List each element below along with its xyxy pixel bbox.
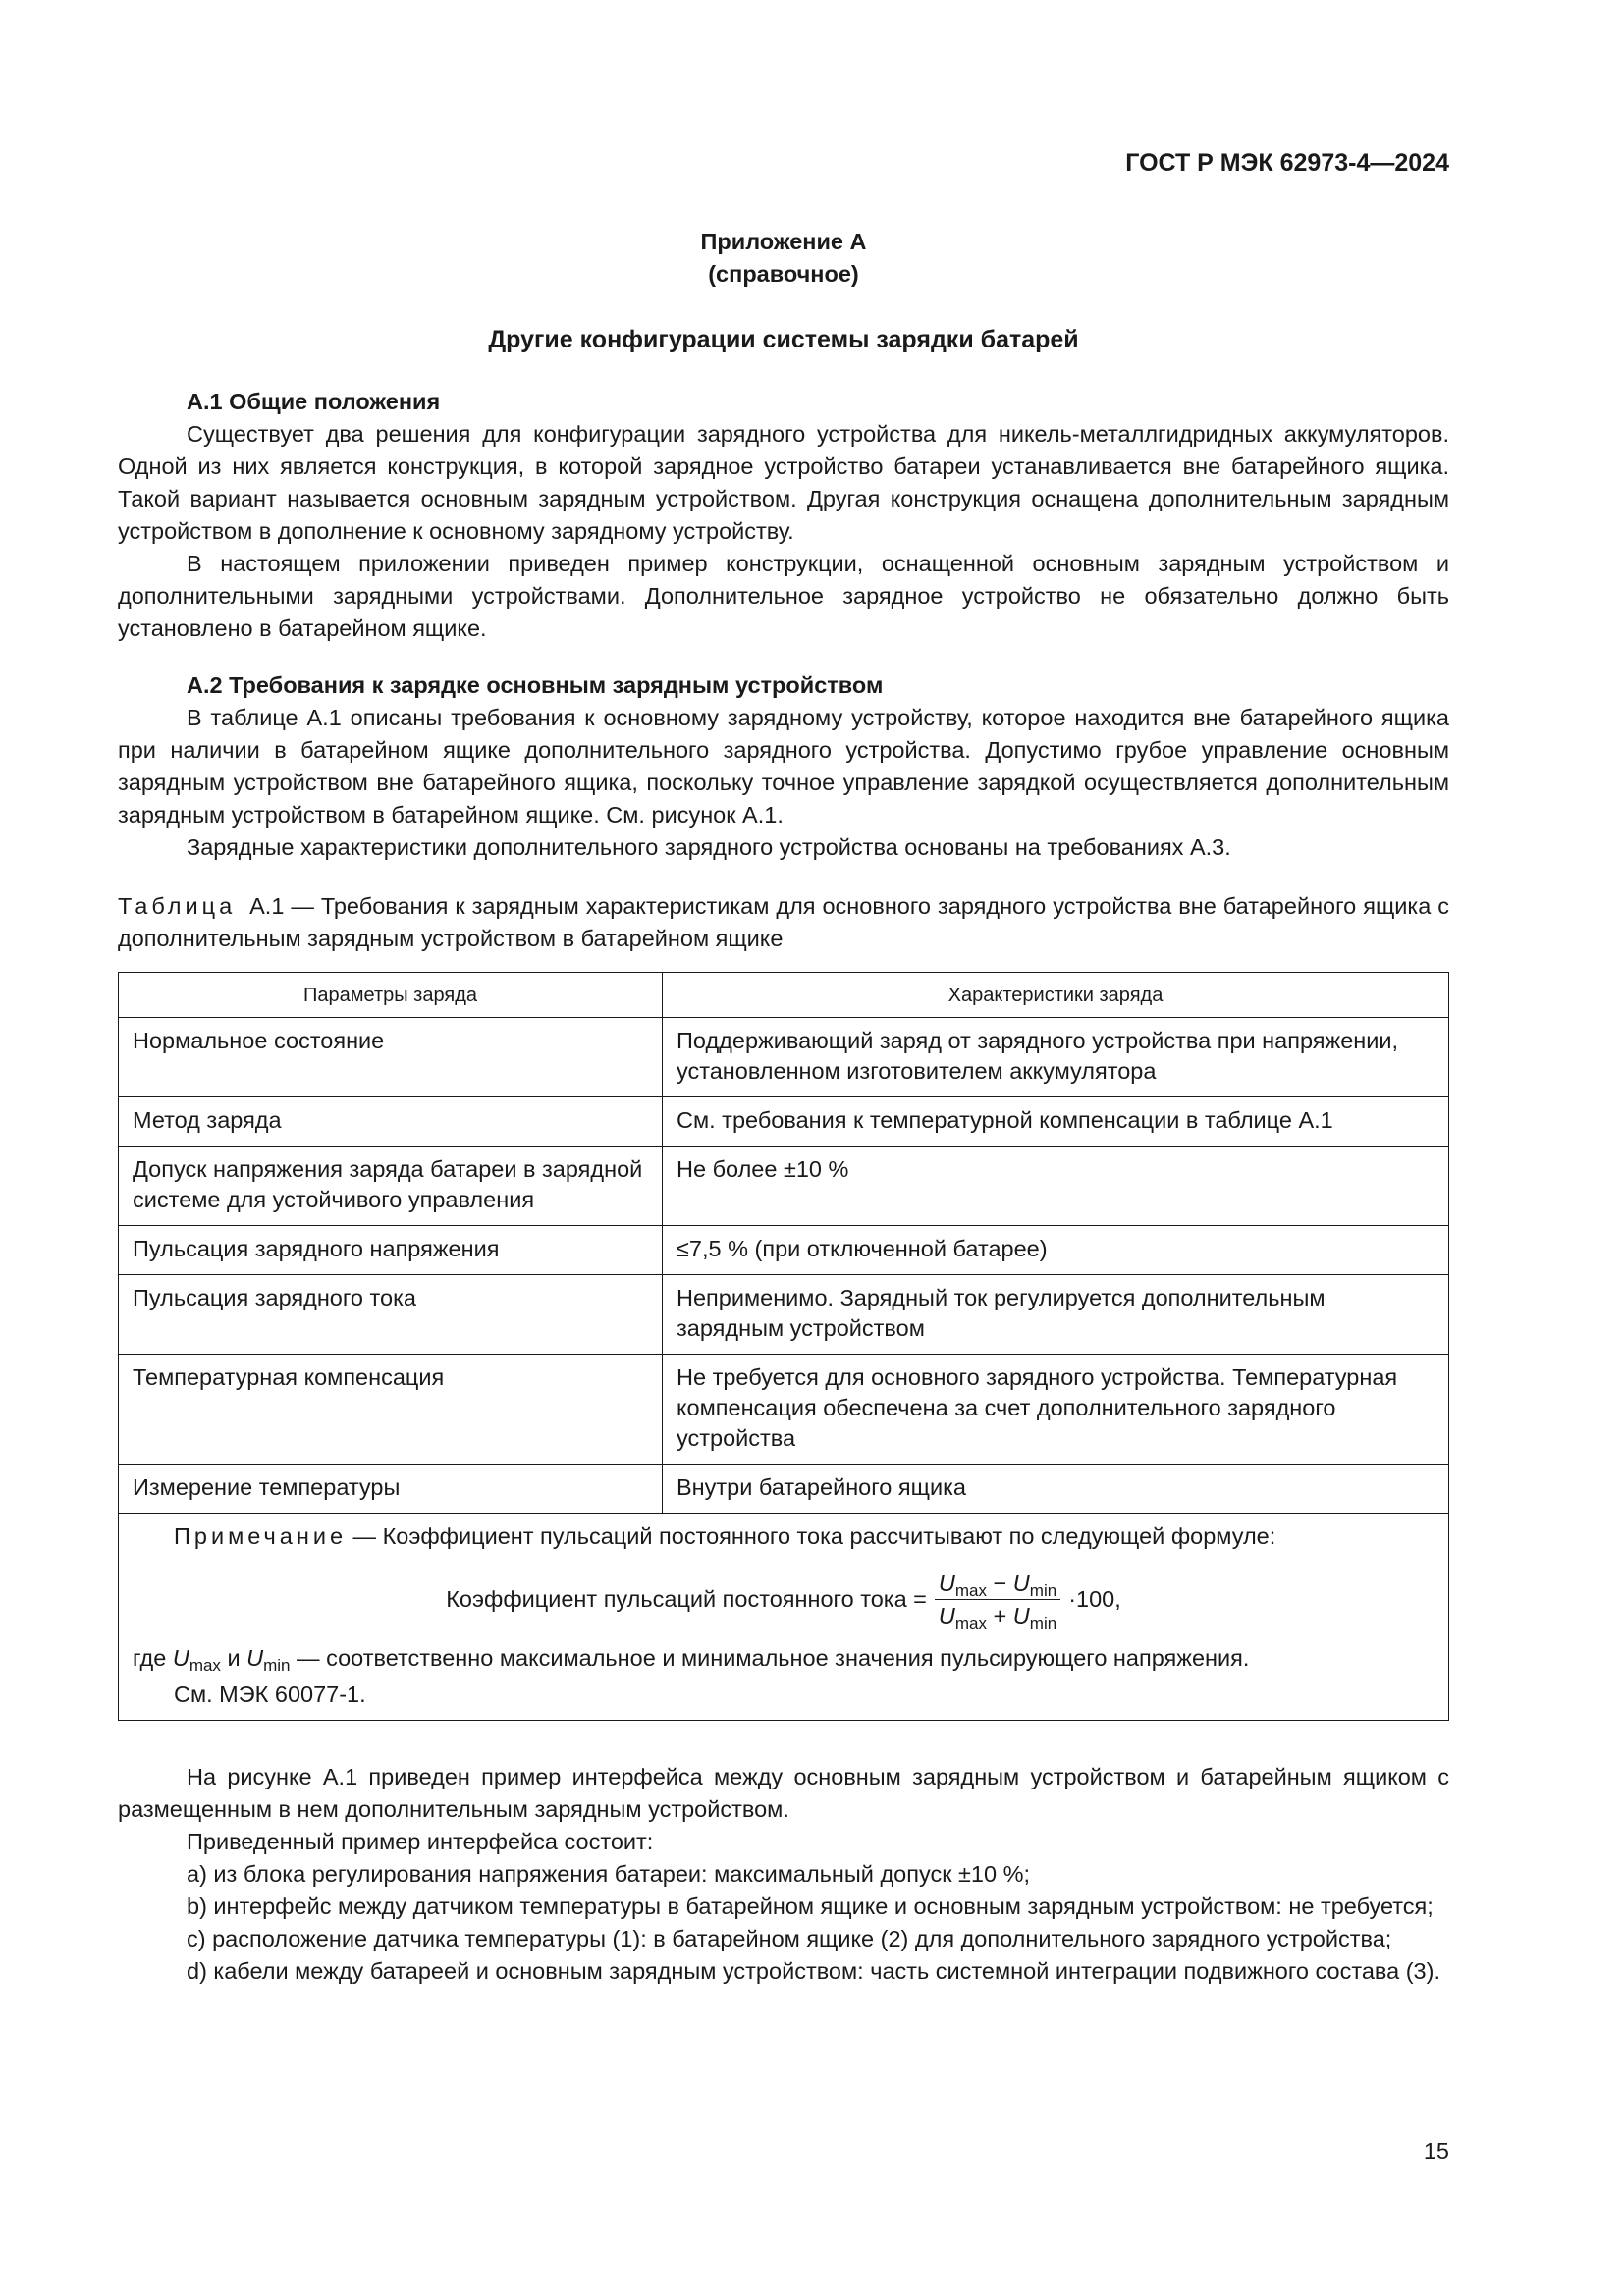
table-note — [133, 1522, 1435, 1552]
formula-explanation: где $U_{max}$ и $U_{min}$ — соответственно максимальное и минимальное значения пульсирующего напряжения. — [133, 1645, 1250, 1675]
annex-heading — [118, 226, 1449, 291]
note-text: — Коэффициент пульсаций постоянного тока рассчитывают по следующей формуле: — [347, 1523, 1276, 1549]
table-row — [119, 1226, 1449, 1275]
table-cell-characteristic: См. требования к температурной компенсации в таблице А.1 — [663, 1097, 1449, 1147]
section-a1-heading: А.1 Общие положения — [187, 389, 441, 414]
table-cell-characteristic: ≤7,5 % (при отключенной батарее) — [663, 1226, 1449, 1275]
section-a2 — [118, 669, 1449, 864]
table-cell-characteristic: Поддерживающий заряд от зарядного устройства при напряжении, установленном изготовителем аккумулятора — [663, 1018, 1449, 1097]
table-caption — [118, 890, 1449, 955]
table-note-cell — [119, 1514, 1449, 1721]
annex-title: Другие конфигурации системы зарядки батарей — [488, 326, 1079, 353]
table-header-characteristics: Характеристики заряда — [663, 973, 1449, 1018]
table-cell-characteristic: Не более ±10 % — [663, 1147, 1449, 1226]
table-row — [119, 1018, 1449, 1097]
section-a2-heading: А.2 Требования к зарядке основным зарядным устройством — [187, 672, 884, 698]
table-row — [119, 1465, 1449, 1514]
table-row — [119, 1355, 1449, 1465]
table-cell-parameter: Допуск напряжения заряда батареи в зарядной системе для устойчивого управления — [119, 1147, 663, 1226]
table-header-parameters: Параметры заряда — [119, 973, 663, 1018]
table-cell-parameter: Нормальное состояние — [119, 1018, 663, 1097]
table-cell-parameter: Пульсация зарядного напряжения — [119, 1226, 663, 1275]
table-cell-characteristic: Не требуется для основного зарядного устройства. Температурная компенсация обеспечена за счет дополнительного зарядного устройства — [663, 1355, 1449, 1465]
section-a2-paragraph-2: Зарядные характеристики дополнительного зарядного устройства основаны на требованиях А.3. — [187, 834, 1231, 860]
formula-fraction — [935, 1570, 1060, 1632]
table-caption-text: А.1 — Требования к зарядным характеристикам для основного зарядного устройства вне батарейного ящика с дополнительным зарядным устройством в батарейном ящике — [118, 893, 1449, 951]
note-label: Примечание — [174, 1523, 348, 1549]
formula-numerator: $U_{max} - U_{min}$ — [935, 1570, 1060, 1600]
table-row — [119, 1275, 1449, 1355]
table-cell-parameter: Температурная компенсация — [119, 1355, 663, 1465]
formula-lhs: Коэффициент пульсаций постоянного тока = — [446, 1586, 927, 1612]
list-item: c) расположение датчика температуры (1): в батарейном ящике (2) для дополнительного зарядного устройства; — [187, 1926, 1392, 1951]
list-item: b) интерфейс между датчиком температуры в батарейном ящике и основным зарядным устройством: не требуется; — [187, 1894, 1434, 1919]
table-cell-characteristic: Внутри батарейного ящика — [663, 1465, 1449, 1514]
section-a1 — [118, 386, 1449, 645]
table-cell-parameter: Пульсация зарядного тока — [119, 1275, 663, 1355]
requirements-table — [118, 972, 1449, 1721]
formula-tail: ·100, — [1068, 1586, 1121, 1612]
table-caption-label: Таблица — [118, 893, 237, 919]
document-code: ГОСТ Р МЭК 62973-4—2024 — [1125, 149, 1449, 177]
after-paragraph-1: На рисунке А.1 приведен пример интерфейса между основным зарядным устройством и батарейным ящиком с размещенным в нем дополнительным зарядным устройством. — [118, 1764, 1449, 1822]
table-row — [119, 1147, 1449, 1226]
annex-label: Приложение А — [700, 229, 867, 254]
section-a1-paragraph-1: Существует два решения для конфигурации зарядного устройства для никель-металлгидридных аккумуляторов. Одной из них является конструкция, в которой зарядное устройство батареи устанавливается вне батарейного ящика. Такой вариант называется основным зарядным устройством. Другая конструкция оснащена дополнительным зарядным устройством в дополнение к основному зарядному устройству. — [118, 421, 1449, 544]
page-number: 15 — [1423, 2138, 1449, 2163]
table-header-row — [119, 973, 1449, 1018]
ripple-formula — [133, 1570, 1435, 1632]
table-cell-parameter: Метод заряда — [119, 1097, 663, 1147]
after-paragraph-2: Приведенный пример интерфейса состоит: — [187, 1829, 654, 1854]
annex-kind: (справочное) — [708, 261, 859, 287]
table-cell-characteristic: Неприменимо. Зарядный ток регулируется дополнительным зарядным устройством — [663, 1275, 1449, 1355]
section-a2-paragraph-1: В таблице А.1 описаны требования к основному зарядному устройству, которое находится вне батарейного ящика при наличии в батарейном ящике дополнительного зарядного устройства. Допустимо грубое управление основным зарядным устройством вне батарейного ящика, поскольку точное управление зарядкой осуществляется дополнительным зарядным устройством в батарейном ящике. См. рисунок А.1. — [118, 705, 1449, 828]
table-row — [119, 1097, 1449, 1147]
after-table-text — [118, 1761, 1449, 1988]
list-item: a) из блока регулирования напряжения батареи: максимальный допуск ±10 %; — [187, 1861, 1030, 1887]
table-cell-parameter: Измерение температуры — [119, 1465, 663, 1514]
list-item: d) кабели между батареей и основным зарядным устройством: часть системной интеграции подвижного состава (3). — [187, 1958, 1440, 1984]
formula-denominator: $U_{max} + U_{min}$ — [938, 1603, 1057, 1632]
section-a1-paragraph-2: В настоящем приложении приведен пример конструкции, оснащенной основным зарядным устройством и дополнительными зарядными устройствами. Дополнительное зарядное устройство не обязательно должно быть установлено в батарейном ящике. — [118, 551, 1449, 641]
table-note-row — [119, 1514, 1449, 1721]
note-reference: См. МЭК 60077-1. — [174, 1682, 366, 1707]
